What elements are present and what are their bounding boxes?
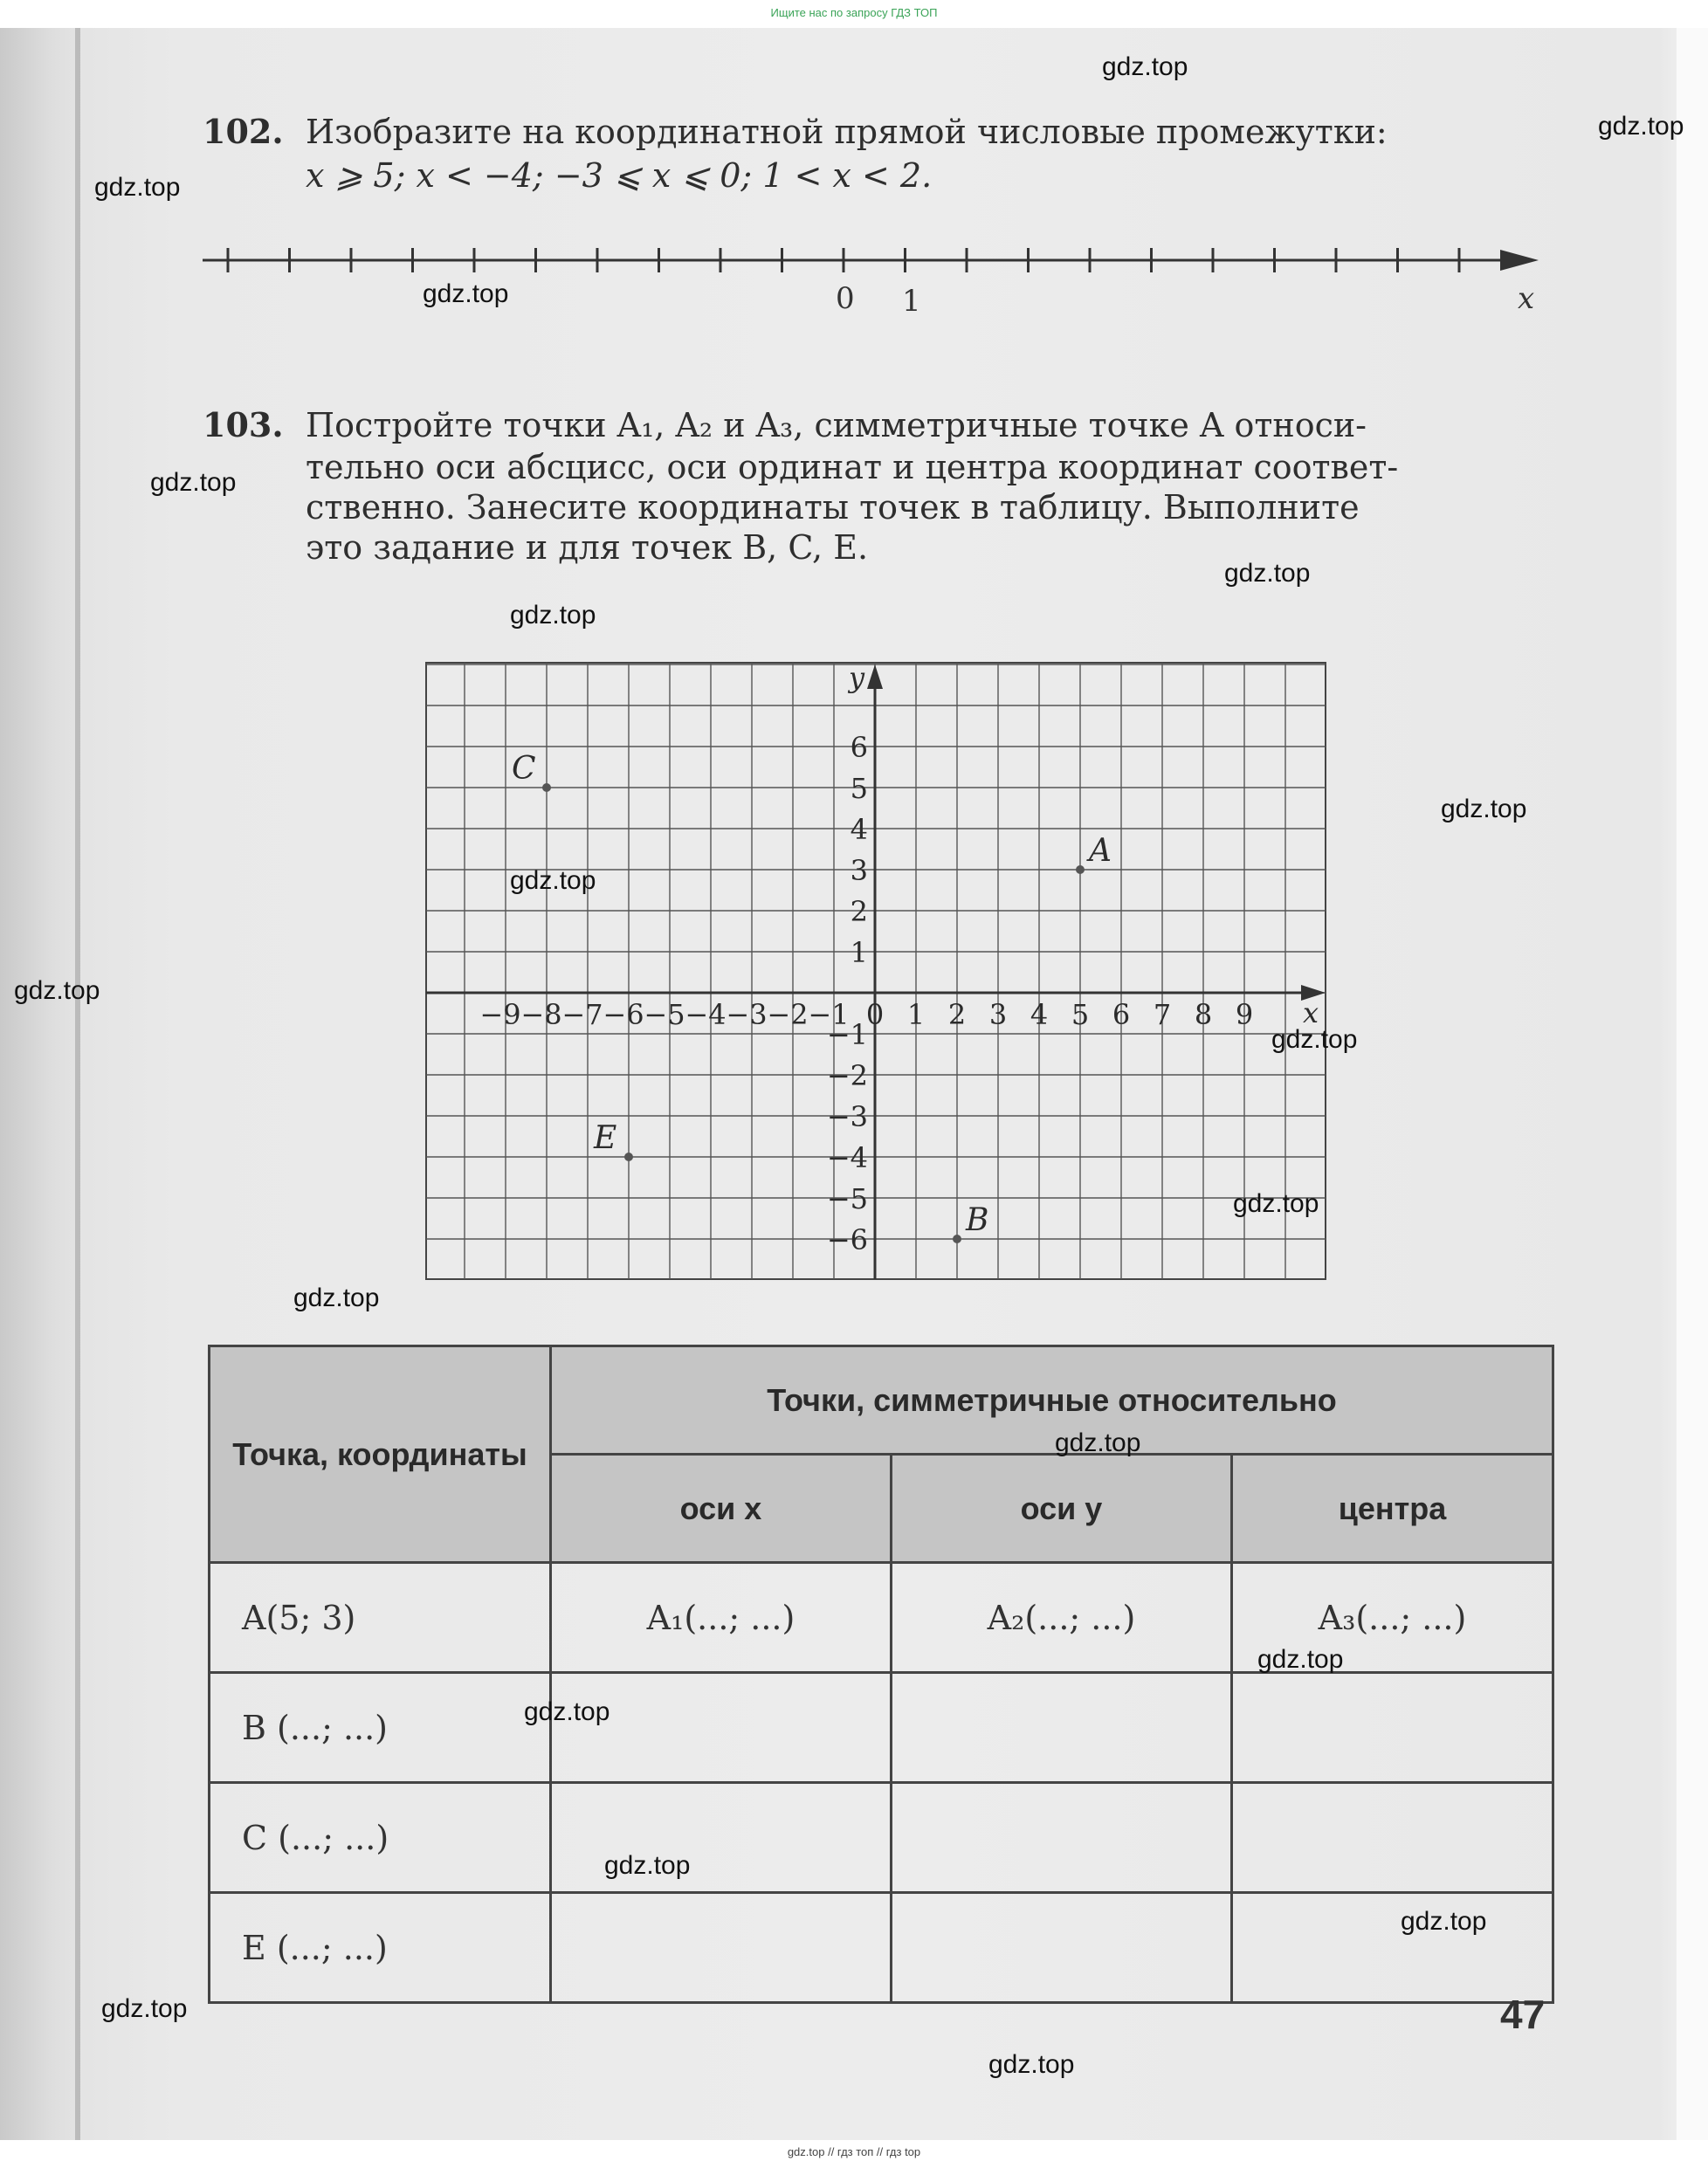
- watermark: gdz.top: [423, 279, 509, 308]
- cell-axis-y[interactable]: [892, 1783, 1232, 1893]
- watermark: gdz.top: [293, 1284, 380, 1312]
- watermark: gdz.top: [1257, 1645, 1344, 1674]
- cell-axis-y[interactable]: A₂(...; ...): [892, 1563, 1232, 1673]
- row-point: A(5; 3): [210, 1563, 551, 1673]
- row-point: E (...; ...): [210, 1893, 551, 2003]
- task-103-line-1: Постройте точки A₁, A₂ и A₃, симметричные точке A относи-: [306, 406, 1367, 444]
- watermark: gdz.top: [1441, 795, 1527, 823]
- y-tick-label: −2: [826, 1059, 868, 1092]
- number-line: [0, 28, 1708, 377]
- watermark: gdz.top: [988, 2050, 1075, 2079]
- y-tick-label: −6: [826, 1223, 868, 1256]
- y-tick-label: 3: [850, 854, 868, 887]
- cell-axis-x[interactable]: A₁(...; ...): [551, 1563, 892, 1673]
- x-axis-label: x: [1303, 996, 1319, 1029]
- watermark: gdz.top: [94, 173, 181, 202]
- watermark: gdz.top: [1401, 1907, 1487, 1936]
- number-line-one-label: 1: [902, 284, 921, 319]
- task-102-line-1: Изобразите на координатной прямой числовые промежутки:: [306, 113, 1388, 151]
- y-tick-label: 1: [850, 936, 868, 969]
- x-tick-label: −4: [685, 998, 727, 1031]
- watermark: gdz.top: [1055, 1428, 1141, 1457]
- x-tick-label: −1: [808, 998, 850, 1031]
- x-tick-label: −2: [767, 998, 809, 1031]
- table-row: [210, 1563, 1553, 1673]
- x-tick-label: −9: [479, 998, 521, 1031]
- watermark: gdz.top: [1102, 52, 1188, 81]
- textbook-page: [0, 28, 1708, 2140]
- table-head-axis-y: оси y: [892, 1455, 1232, 1563]
- point-b: [953, 1235, 961, 1243]
- y-tick-label: 4: [850, 813, 868, 846]
- watermark: gdz.top: [524, 1697, 610, 1726]
- table-row: [210, 1673, 1553, 1783]
- table-head-center: центра: [1232, 1455, 1553, 1563]
- x-tick-label: −6: [603, 998, 644, 1031]
- cell-axis-x[interactable]: [551, 1893, 892, 2003]
- watermark: gdz.top: [1224, 559, 1311, 588]
- y-tick-label: −1: [826, 1018, 868, 1051]
- task-102-number: 102.: [203, 112, 284, 151]
- x-tick-label: 2: [947, 998, 967, 1031]
- x-tick-label: 7: [1153, 998, 1172, 1031]
- cell-center[interactable]: [1232, 1673, 1553, 1783]
- point-label-c: C: [512, 751, 536, 787]
- task-103-line-3: ственно. Занесите координаты точек в таблицу. Выполните: [306, 488, 1360, 527]
- cell-center[interactable]: A₃(...; ...): [1232, 1563, 1553, 1673]
- watermark: gdz.top: [1271, 1025, 1358, 1054]
- watermark: gdz.top: [14, 976, 100, 1005]
- task-102-line-2: x ⩾ 5; x < −4; −3 ⩽ x ⩽ 0; 1 < x < 2.: [306, 156, 933, 195]
- point-a: [1076, 865, 1085, 874]
- number-line-zero-label: 0: [836, 281, 855, 316]
- task-103-number: 103.: [203, 405, 284, 444]
- point-label-b: B: [966, 1202, 989, 1238]
- cell-center[interactable]: [1232, 1893, 1553, 2003]
- y-tick-label: 2: [850, 895, 868, 928]
- y-tick-label: 5: [850, 772, 868, 805]
- watermark: gdz.top: [150, 468, 237, 497]
- task-103-line-2: тельно оси абсцисс, оси ординат и центра координат соответ-: [306, 448, 1399, 486]
- y-tick-label: −3: [826, 1100, 868, 1133]
- y-tick-label: 6: [850, 731, 868, 764]
- y-tick-label: −4: [826, 1141, 868, 1174]
- cell-axis-x[interactable]: [551, 1673, 892, 1783]
- watermark: gdz.top: [1233, 1189, 1319, 1218]
- y-tick-label: −5: [826, 1182, 868, 1215]
- point-c: [542, 783, 551, 792]
- table-head-group: Точки, симметричные относительно: [551, 1346, 1553, 1455]
- task-103-line-4: это задание и для точек B, C, E.: [306, 528, 869, 567]
- cell-axis-y[interactable]: [892, 1893, 1232, 2003]
- point-label-a: A: [1089, 833, 1112, 869]
- x-tick-label: −5: [644, 998, 685, 1031]
- top-banner: Ищите нас по запросу ГДЗ ТОП: [770, 6, 938, 19]
- table-head-point: Точка, координаты: [210, 1346, 551, 1563]
- number-line-x-label: x: [1518, 281, 1535, 316]
- x-tick-label: 1: [906, 998, 926, 1031]
- table-row: [210, 1893, 1553, 2003]
- row-point: C (...; ...): [210, 1783, 551, 1893]
- cell-axis-x[interactable]: [551, 1783, 892, 1893]
- cell-axis-y[interactable]: [892, 1673, 1232, 1783]
- x-tick-label: 4: [1030, 998, 1049, 1031]
- bottom-banner: gdz.top // гдз топ // гдз top: [787, 2145, 921, 2158]
- point-e: [624, 1153, 633, 1161]
- x-tick-label: 9: [1235, 998, 1254, 1031]
- x-tick-label: −7: [561, 998, 603, 1031]
- watermark: gdz.top: [604, 1851, 691, 1880]
- cell-center[interactable]: [1232, 1783, 1553, 1893]
- symmetry-table: [208, 1345, 1554, 2004]
- coordinate-grid: [424, 661, 1333, 1290]
- row-point: B (...; ...): [210, 1673, 551, 1783]
- watermark: gdz.top: [101, 1994, 188, 2023]
- table-head-axis-x: оси x: [551, 1455, 892, 1563]
- x-tick-label: 5: [1071, 998, 1090, 1031]
- x-tick-label: 3: [988, 998, 1008, 1031]
- x-tick-label: 6: [1112, 998, 1131, 1031]
- watermark: gdz.top: [510, 866, 596, 895]
- table-row: [210, 1783, 1553, 1893]
- x-tick-label: 8: [1194, 998, 1213, 1031]
- watermark: gdz.top: [1598, 112, 1684, 141]
- page-number: 47: [1500, 1992, 1546, 2037]
- watermark: gdz.top: [510, 601, 596, 630]
- x-tick-label: −8: [520, 998, 562, 1031]
- x-tick-label: −3: [726, 998, 768, 1031]
- x-tick-label: 0: [865, 998, 885, 1031]
- point-label-e: E: [594, 1120, 617, 1156]
- y-axis-label: y: [849, 661, 865, 694]
